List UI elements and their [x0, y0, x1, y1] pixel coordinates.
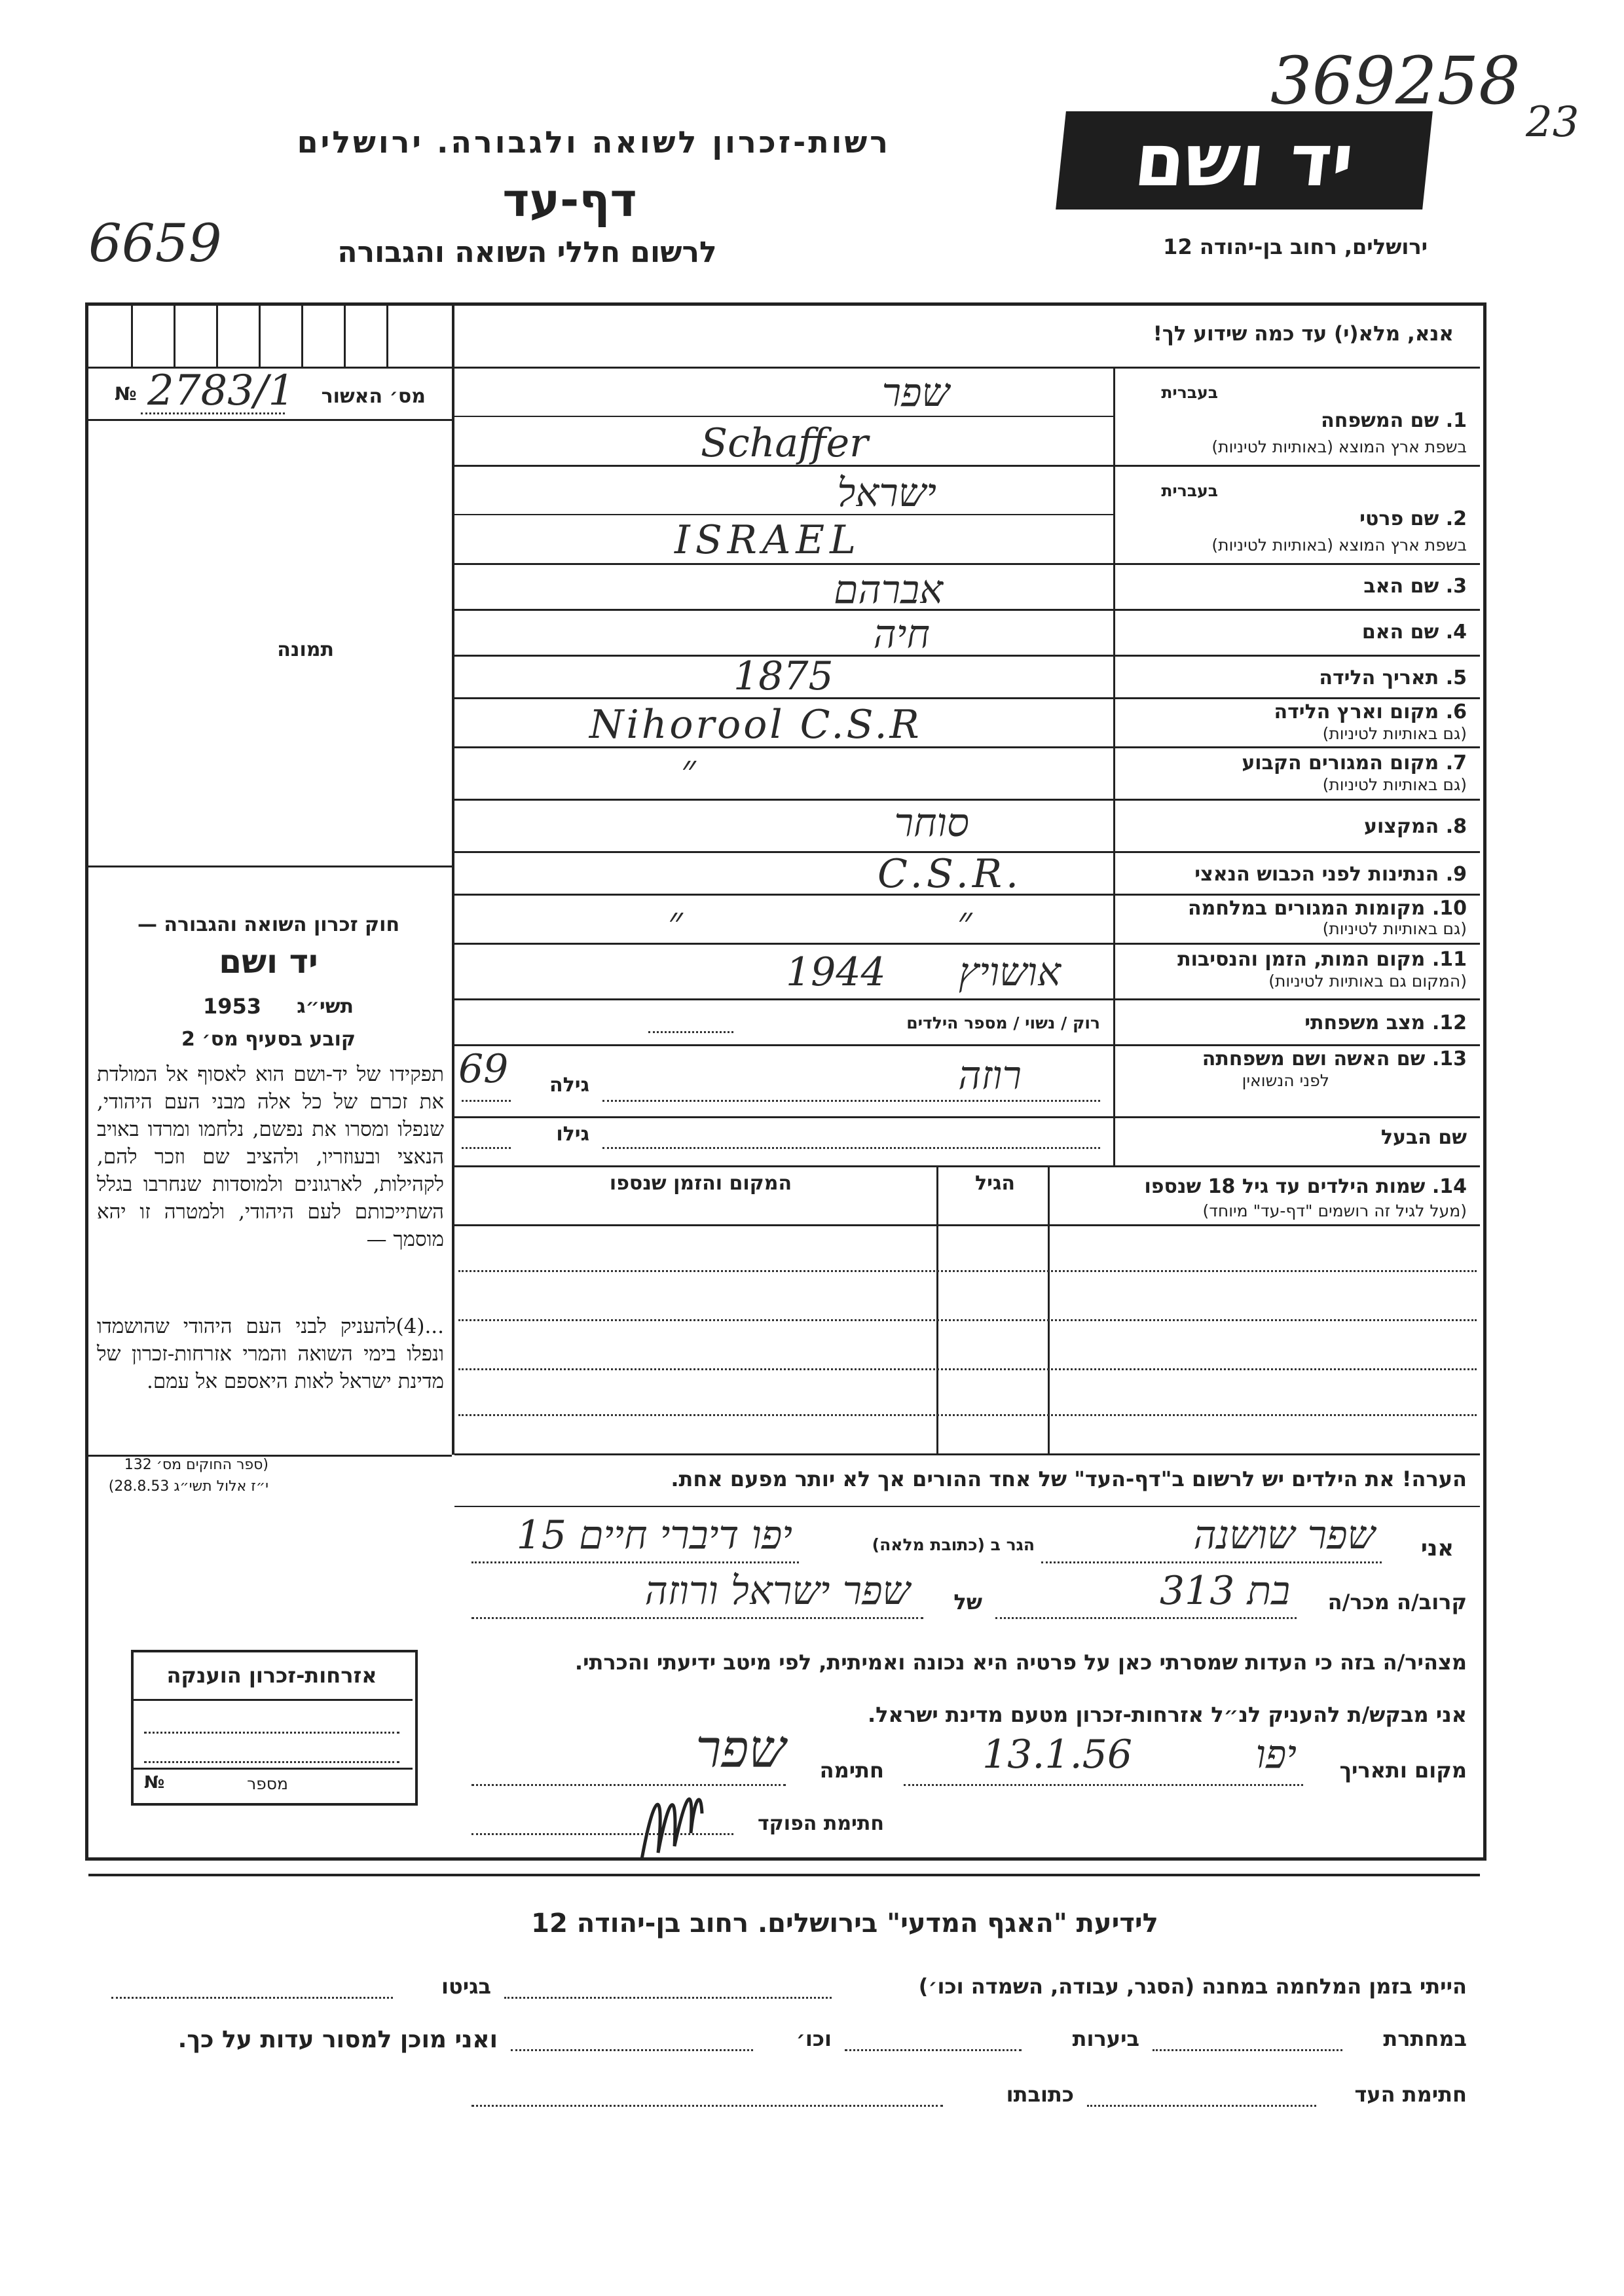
f11-value-year: 1944	[786, 949, 886, 995]
photo-label: תמונה	[277, 638, 334, 661]
instructions: אנא, מלא(י) עד כמה שידוע לך!	[1153, 322, 1454, 346]
footer-etc: וכו׳	[796, 2026, 832, 2051]
f1-sub: בשפת ארץ המוצא (באותיות לטיניות)	[1211, 437, 1467, 456]
f1-label: 1. שם המשפחה	[1321, 409, 1467, 432]
place-date-label: מקום ותאריך	[1339, 1758, 1467, 1783]
declarant-relation-label: קרוב/ה מכר/ה	[1327, 1590, 1467, 1614]
request-text: אני מבקש/ת להעניק לנ״ל אזרחות-זכרון מטעם מדינת ישראל.	[868, 1702, 1467, 1727]
f13-age-label: גילה	[549, 1074, 589, 1097]
corner-number: 23	[1526, 98, 1579, 147]
f1-value-latin: Schaffer	[701, 420, 868, 466]
husband-age-label: גילו	[556, 1123, 589, 1146]
header-address: ירושלים, רחוב בן-יהודה 12	[1163, 234, 1428, 259]
footer-underground: במחתרת	[1383, 2026, 1467, 2051]
f11-label: 11. מקום המות, הזמן והנסיבות	[1177, 948, 1467, 971]
f12-options: רוק / נשוי / מספר הילדים	[906, 1013, 1100, 1032]
f7-label: 7. מקום המגורים הקבוע	[1242, 752, 1467, 774]
law-year: 1953	[203, 994, 262, 1019]
footer-witness-signature: חתימת העד	[1354, 2082, 1467, 2107]
f14-age-col: הגיל	[975, 1172, 1015, 1195]
f13-label: 13. שם האשה ושם משפחתה	[1202, 1048, 1467, 1070]
footer-title: לידיעת "האגף המדעי" בירושלים. רחוב בן-יהודה 12	[531, 1908, 1158, 1939]
law-text: תפקידו של יד-ושם הוא לאסוף אל המולדת את זכרם של כל אלה מבני העם היהודי, שנפלו ומסרו את נפשם, נלחמו ומרדו באויב הנאצי ובעוזריו, ולהציב שם וזכר להם, לקהילות, לארגונים ולמוסדות שנחרבו בגלל השתייכותם לעם היהודי, ולמטרה זו יהא מוסמך —	[97, 1063, 444, 1251]
form-title: דף-עד	[502, 173, 637, 227]
yad-vashem-logo: יד ושם	[1056, 111, 1433, 210]
stamp-number: 369258	[1270, 43, 1521, 119]
f4-value: חיה	[873, 611, 930, 657]
form-subtitle: לרשום חללי השואה והגבורה	[337, 236, 717, 269]
declarant-i-label: אני	[1420, 1535, 1454, 1561]
f9-value: C.S.R.	[877, 851, 1023, 897]
citizenship-number-label: מספר	[247, 1774, 288, 1793]
cert-number-prefix: №	[115, 383, 137, 405]
f6-sub: (גם באותיות לטיניות)	[1322, 724, 1467, 743]
law-text-continued: ...(4)להעניק לבני העם היהודי שהושמדו ונפלו בימי השואה והמרי אזרחות-זכרון של מדינת ישראל לאות היאספם אל עמם.	[97, 1315, 444, 1393]
f7-value: ״	[681, 746, 696, 792]
law-reference-date: י״ז אלול תשי״ג 28.8.53)	[108, 1478, 268, 1495]
declarant-of-label: של	[953, 1590, 982, 1614]
f10-sub: (גם באותיות לטיניות)	[1322, 919, 1467, 938]
declarant-address: יפו דיברי חיים 15	[516, 1512, 792, 1558]
f8-value: סוחר	[894, 800, 969, 846]
law-section: קובע בסעיף מס׳ 2	[181, 1028, 356, 1051]
law-reference: (ספר החוקים מס׳ 132	[124, 1457, 268, 1473]
left-column-divider	[452, 306, 454, 1455]
law-year-heb: תשי״ג	[297, 995, 354, 1018]
cert-number-value: 2783/1	[147, 367, 295, 415]
f3-value: אברהם	[834, 567, 943, 613]
f8-label: 8. המקצוע	[1363, 815, 1467, 838]
citizenship-number-prefix: №	[144, 1773, 165, 1793]
declarant-place: יפו	[1255, 1732, 1297, 1777]
f14-place-col: המקום והזמן שנספו	[609, 1172, 792, 1195]
footer-forests: ביערות	[1072, 2026, 1139, 2051]
f10-label: 10. מקומות המגורים במלחמה	[1188, 897, 1467, 920]
f13-value: רוזה	[958, 1053, 1022, 1099]
declarant-of-value: שפר ישראל ורוזה	[644, 1568, 910, 1614]
f14-label: 14. שמות הילדים עד גיל 18 שנספו	[1144, 1175, 1467, 1198]
f12-label: 12. מצב משפחתי	[1304, 1011, 1467, 1034]
f3-label: 3. שם האב	[1363, 575, 1467, 598]
authority-title: רשות-זכרון לשואה ולגבורה. ירושלים	[297, 124, 891, 160]
footer-address-label: כתובתו	[1006, 2082, 1074, 2107]
cert-number-label: מס׳ האשור	[321, 385, 426, 408]
f7-sub: (גם באותיות לטיניות)	[1322, 775, 1467, 794]
f1-hebrew-sub: בעברית	[1161, 383, 1218, 402]
husband-label: שם הבעל	[1380, 1126, 1467, 1149]
f6-value: Nihorool C.S.R	[589, 702, 922, 748]
f1-value-hebrew: שפר	[881, 370, 950, 416]
f9-label: 9. הנתינות לפני הכבוש הנאצי	[1194, 863, 1467, 886]
f14-sub: (מעל לגיל זה רושמים "דף-עד" מיוחד)	[1202, 1201, 1467, 1220]
f6-label: 6. מקום וארץ הלידה	[1274, 701, 1467, 723]
declarant-name: שפר שושנה	[1193, 1512, 1375, 1558]
f11-sub: (המקום גם באותיות לטיניות)	[1268, 972, 1467, 991]
f13-sub: לפני הנשואין	[1242, 1071, 1329, 1090]
declarant-signature: שפר	[695, 1719, 786, 1779]
declarant-date: 13.1.56	[982, 1732, 1133, 1777]
law-name: יד ושם	[219, 943, 318, 981]
f4-label: 4. שם האם	[1361, 621, 1467, 644]
signature-label: חתימה	[819, 1758, 884, 1783]
citizenship-box-title: אזרחות-זכרון הוענקה	[166, 1663, 377, 1688]
officer-signature-label: חתימת הפוקד	[758, 1812, 884, 1835]
officer-signature-scribble	[629, 1761, 707, 1872]
law-title: חוק זכרון השואה והגבורה —	[137, 913, 400, 936]
f2-value-latin: ISRAEL	[674, 517, 861, 563]
declaration-text: מצהיר/ה בזה כי העדות שמסרתי כאן על פרטיה היא נכונה ואמיתית, לפי מיטב ידיעתי והכרתי.	[574, 1650, 1467, 1675]
f2-sub: בשפת ארץ המוצא (באותיות לטיניות)	[1211, 536, 1467, 555]
f2-label: 2. שם פרטי	[1359, 507, 1467, 530]
footer-camp-line: הייתי בזמן המלחמה במחנה (הסגר, עבודה, השמדה וכו׳)	[918, 1974, 1467, 1999]
footer-ghetto: בגיטו	[441, 1974, 491, 1999]
left-number: 6659	[88, 213, 222, 274]
declarant-relation: בת 313	[1159, 1568, 1290, 1614]
declarant-lives-label: הגר ב (כתובת מלאה)	[872, 1535, 1035, 1554]
f2-hebrew-sub: בעברית	[1161, 481, 1218, 500]
f5-label: 5. תאריך הלידה	[1319, 666, 1467, 689]
f13-age-value: 69	[458, 1046, 509, 1092]
note: הערה! את הילדים יש לרשום ב"דף-העד" של אחד ההורים אך לא יותר מפעם אחת.	[671, 1467, 1467, 1491]
footer-testimony: ואני מוכן למסור עדות על כך.	[177, 2026, 498, 2053]
f11-value-place: אושויץ	[958, 949, 1061, 995]
f10-value: ״ ״	[668, 898, 1103, 944]
f5-value: 1875	[733, 653, 834, 699]
f2-value-hebrew: ישראל	[837, 470, 936, 516]
